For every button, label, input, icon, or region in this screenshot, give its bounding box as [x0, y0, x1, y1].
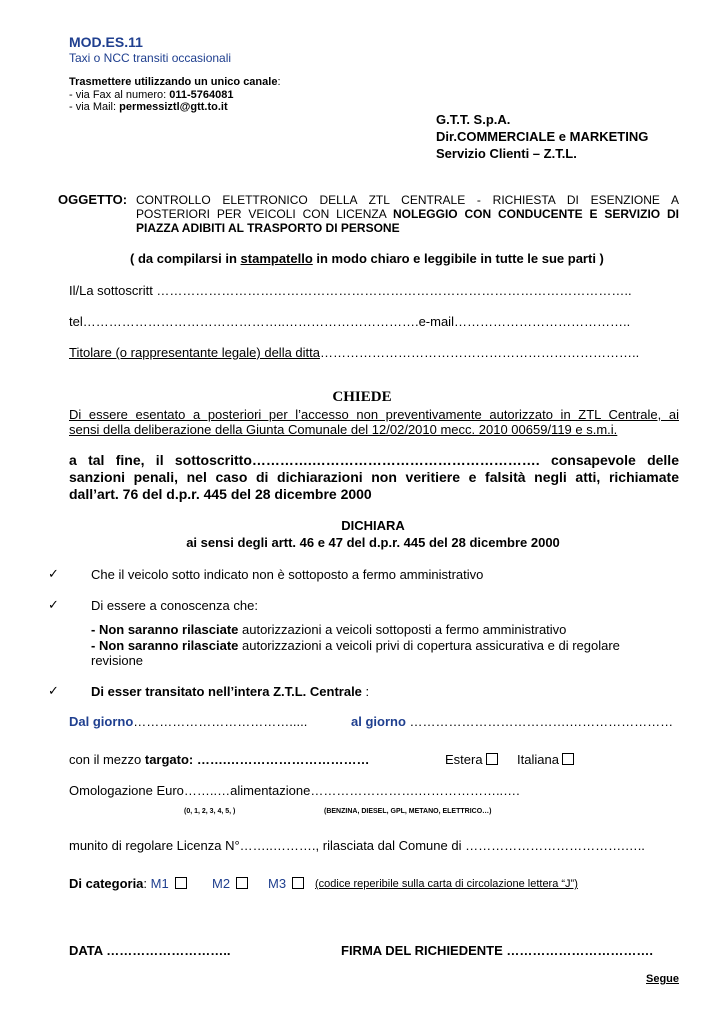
euro-hint: (0, 1, 2, 3, 4, 5, ) [184, 808, 236, 815]
sub-2-rest: autorizzazioni a veicoli privi di copertura assicurativa e di regolare [238, 638, 620, 653]
transmit-line [69, 76, 281, 88]
tel-email-field[interactable]: tel………………………………………..………………………….e-mail………………………………….. [69, 314, 631, 329]
al-giorno-field[interactable] [351, 714, 673, 729]
dal-giorno-field[interactable] [69, 714, 307, 729]
omologazione-field[interactable]: Omologazione Euro……..…alimentazione…………………….………………..…. [69, 783, 520, 798]
instruction-underlined: stampatello [240, 251, 313, 266]
m2-option[interactable] [212, 876, 248, 891]
m2-label: M2 [212, 876, 231, 891]
subject-line-2-plain: POSTERIORI PER VEICOLI CON LICENZA [136, 207, 393, 221]
titolare-dots: ……………………………………………………………….. [320, 345, 640, 360]
transmit-colon: : [277, 76, 281, 88]
categoria-note: (codice reperibile sulla carta di circolazione lettera “J”) [315, 878, 578, 890]
italiana-checkbox[interactable] [562, 753, 574, 765]
italiana-label: Italiana [517, 752, 559, 767]
sub-1-rest: autorizzazioni a veicoli sottoposti a fermo amministrativo [238, 622, 567, 637]
subject-label: OGGETTO: [58, 192, 128, 207]
declaration-line-2: sanzioni penali, nel caso di dichiarazioni non veritiere e falsità negli atti, richiamate [69, 469, 679, 485]
recipient-line-2: Dir.COMMERCIALE e MARKETING [436, 129, 649, 144]
subject-line-1: CONTROLLO ELETTRONICO DELLA ZTL CENTRALE - RICHIESTA DI ESENZIONE A [136, 193, 679, 207]
dal-giorno-label: Dal giorno [69, 714, 134, 729]
titolare-field[interactable] [69, 345, 639, 360]
estera-checkbox[interactable] [486, 753, 498, 765]
estera-label: Estera [445, 752, 483, 767]
al-giorno-dots: ……………………………….…………………… [405, 714, 674, 729]
dichiara-title: DICHIARA [341, 518, 405, 533]
dal-giorno-dots: ………………………………..... [133, 714, 308, 729]
check-icon: ✓ [48, 566, 59, 581]
form-code: MOD.ES.11 [69, 34, 143, 50]
categoria-colon: : [143, 876, 151, 891]
mezzo-prefix: con il mezzo [69, 752, 145, 767]
chiede-line-2: sensi della deliberazione della Giunta Comunale del 12/02/2010 mecc. 2010 00659/119 e s.m.i. [69, 422, 618, 437]
m3-checkbox[interactable] [292, 877, 304, 889]
recipient-line-3: Servizio Clienti – Z.T.L. [436, 146, 577, 161]
m1-checkbox[interactable] [175, 877, 187, 889]
italiana-option[interactable] [517, 752, 574, 767]
estera-option[interactable] [445, 752, 498, 767]
data-field[interactable]: DATA ……………………….. [69, 943, 231, 958]
sottoscritto-field[interactable]: Il/La sottoscritt ……………………………………………………………………………………………….. [69, 283, 632, 298]
subject-line-2 [136, 207, 679, 221]
fuel-hint: (BENZINA, DIESEL, GPL, METANO, ELETTRICO…) [324, 808, 492, 815]
m3-option[interactable] [268, 876, 304, 891]
firma-field[interactable]: FIRMA DEL RICHIEDENTE ……………………………. [341, 943, 654, 958]
titolare-label: Titolare (o rappresentante legale) della ditta [69, 345, 320, 360]
dichiara-subtitle: ai sensi degli artt. 46 e 47 del d.p.r. 445 del 28 dicembre 2000 [186, 535, 560, 550]
fax-line [69, 89, 234, 101]
licenza-field[interactable]: munito di regolare Licenza N°……..………., rilasciata dal Comune di ……………………………….….. [69, 838, 645, 853]
sub-2-bold: - Non saranno rilasciate [91, 638, 239, 653]
m2-checkbox[interactable] [236, 877, 248, 889]
check-icon: ✓ [48, 597, 59, 612]
declaration-line-1: a tal fine, il sottoscritto………….…………………………………………. consapevole delle [69, 452, 679, 468]
sub-1-bold: - Non saranno rilasciate [91, 622, 239, 637]
categoria-row [69, 876, 187, 891]
targato-dots: …….…………………………… [193, 752, 370, 767]
dichiara-item-3 [91, 684, 369, 699]
mail-line [69, 101, 228, 113]
chiede-title: CHIEDE [332, 389, 392, 405]
m1-label: M1 [150, 876, 169, 891]
fill-instruction [130, 251, 604, 266]
subject-line-2-bold: NOLEGGIO CON CONDUCENTE E SERVIZIO DI [392, 207, 679, 221]
al-giorno-label: al giorno [351, 714, 406, 729]
dichiara-item-2: Di essere a conoscenza che: [91, 598, 258, 613]
dichiara-sub-1 [91, 622, 566, 637]
item-3-colon: : [361, 684, 370, 699]
fax-number: 011-5764081 [169, 89, 234, 101]
check-icon: ✓ [48, 683, 59, 698]
subject-line-3: PIAZZA ADIBITI AL TRASPORTO DI PERSONE [136, 221, 400, 235]
chiede-line-1: Di essere esentato a posteriori per l’accesso non preventivamente autorizzato in ZTL Centrale, ai [69, 407, 679, 422]
recipient-line-1: G.T.T. S.p.A. [436, 112, 511, 127]
instruction-part-1: ( da compilarsi in [130, 251, 241, 266]
categoria-label: Di categoria [69, 876, 144, 891]
targato-field[interactable] [69, 752, 370, 767]
mail-prefix: - via Mail: [69, 101, 120, 113]
form-subtitle: Taxi o NCC transiti occasionali [69, 51, 232, 65]
dichiara-sub-2-cont: revisione [91, 653, 144, 668]
dichiara-item-1: Che il veicolo sotto indicato non è sottoposto a fermo amministrativo [91, 567, 484, 582]
fax-prefix: - via Fax al numero: [69, 89, 170, 101]
targato-label: targato: [144, 752, 194, 767]
mail-address: permessiztl@gtt.to.it [119, 101, 228, 113]
declaration-line-3: dall’art. 76 del d.p.r. 445 del 28 dicembre 2000 [69, 486, 372, 502]
instruction-part-2: in modo chiaro e leggibile in tutte le sue parti ) [312, 251, 604, 266]
segue-label: Segue [646, 973, 680, 985]
transmit-label: Trasmettere utilizzando un unico canale [69, 76, 278, 88]
dichiara-sub-2 [91, 638, 620, 653]
m3-label: M3 [268, 876, 287, 891]
item-3-label: Di esser transitato nell’intera Z.T.L. Centrale [91, 684, 362, 699]
